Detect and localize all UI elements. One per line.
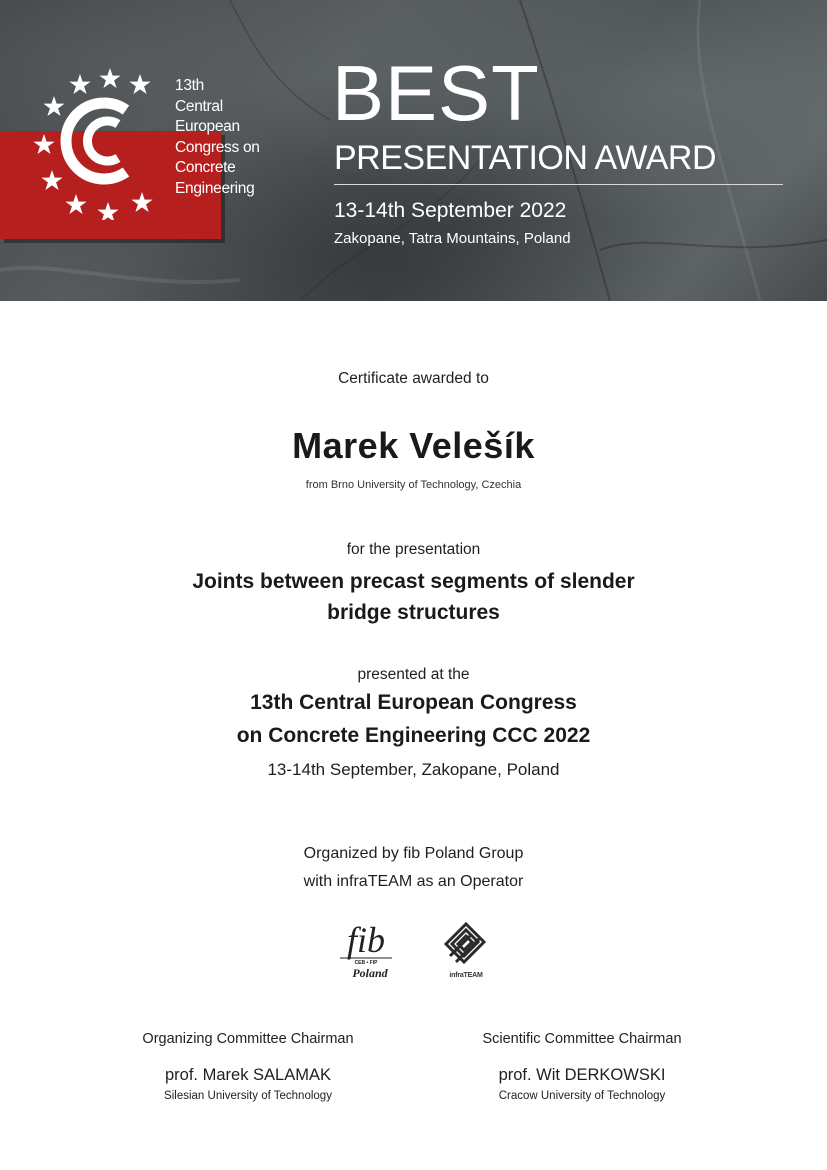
signatory-role: Organizing Committee Chairman (142, 1031, 354, 1047)
award-title-sub: PRESENTATION AWARD (334, 139, 717, 177)
congress-name-line: on Concrete Engineering CCC 2022 (236, 724, 591, 747)
recipient-name: Marek Velešík (292, 425, 535, 466)
logo-number: 13th (175, 77, 204, 94)
logo-line: Concrete (175, 159, 236, 176)
header-date: 13-14th September 2022 (334, 199, 567, 222)
organizer-text: Organized by fib Poland Group (303, 845, 524, 862)
logo-line: European (175, 118, 240, 135)
congress-date: 13-14th September, Zakopane, Poland (267, 760, 560, 779)
signatory-name: prof. Wit DERKOWSKI (498, 1066, 666, 1084)
recipient-affiliation: from Brno University of Technology, Czechia (305, 479, 522, 491)
award-title-best: BEST (332, 49, 540, 137)
logo-line: Central (175, 97, 223, 115)
header-banner (0, 0, 827, 301)
title-divider (334, 184, 783, 185)
ccc-logo-icon (26, 60, 176, 220)
header-place: Zakopane, Tatra Mountains, Poland (334, 230, 571, 247)
signatory-role: Scientific Committee Chairman (482, 1031, 682, 1047)
congress-name-line: 13th Central European Congress (250, 691, 577, 714)
presented-at-label: presented at the (357, 666, 470, 683)
signatory-institution: Silesian University of Technology (164, 1090, 332, 1102)
logo-line: Congress on (175, 138, 260, 156)
signatory-institution: Cracow University of Technology (498, 1090, 666, 1102)
fib-logo-text: fib (346, 920, 386, 960)
infrateam-logo-caption: infraTEAM (449, 972, 483, 979)
fib-logo-caption: Poland (352, 966, 388, 980)
presentation-title-line: bridge structures (327, 601, 500, 624)
presentation-title-line: Joints between precast segments of slender (192, 570, 635, 593)
operator-text: with infraTEAM as an Operator (303, 873, 524, 890)
congress-logo-text (175, 76, 325, 199)
signatory-name: prof. Marek SALAMAK (165, 1066, 331, 1084)
logo-line: Engineering (175, 179, 255, 197)
svg-text:CEB • FIP: CEB • FIP (354, 960, 378, 966)
awarded-to-label: Certificate awarded to (338, 370, 489, 387)
for-presentation-label: for the presentation (346, 541, 481, 558)
